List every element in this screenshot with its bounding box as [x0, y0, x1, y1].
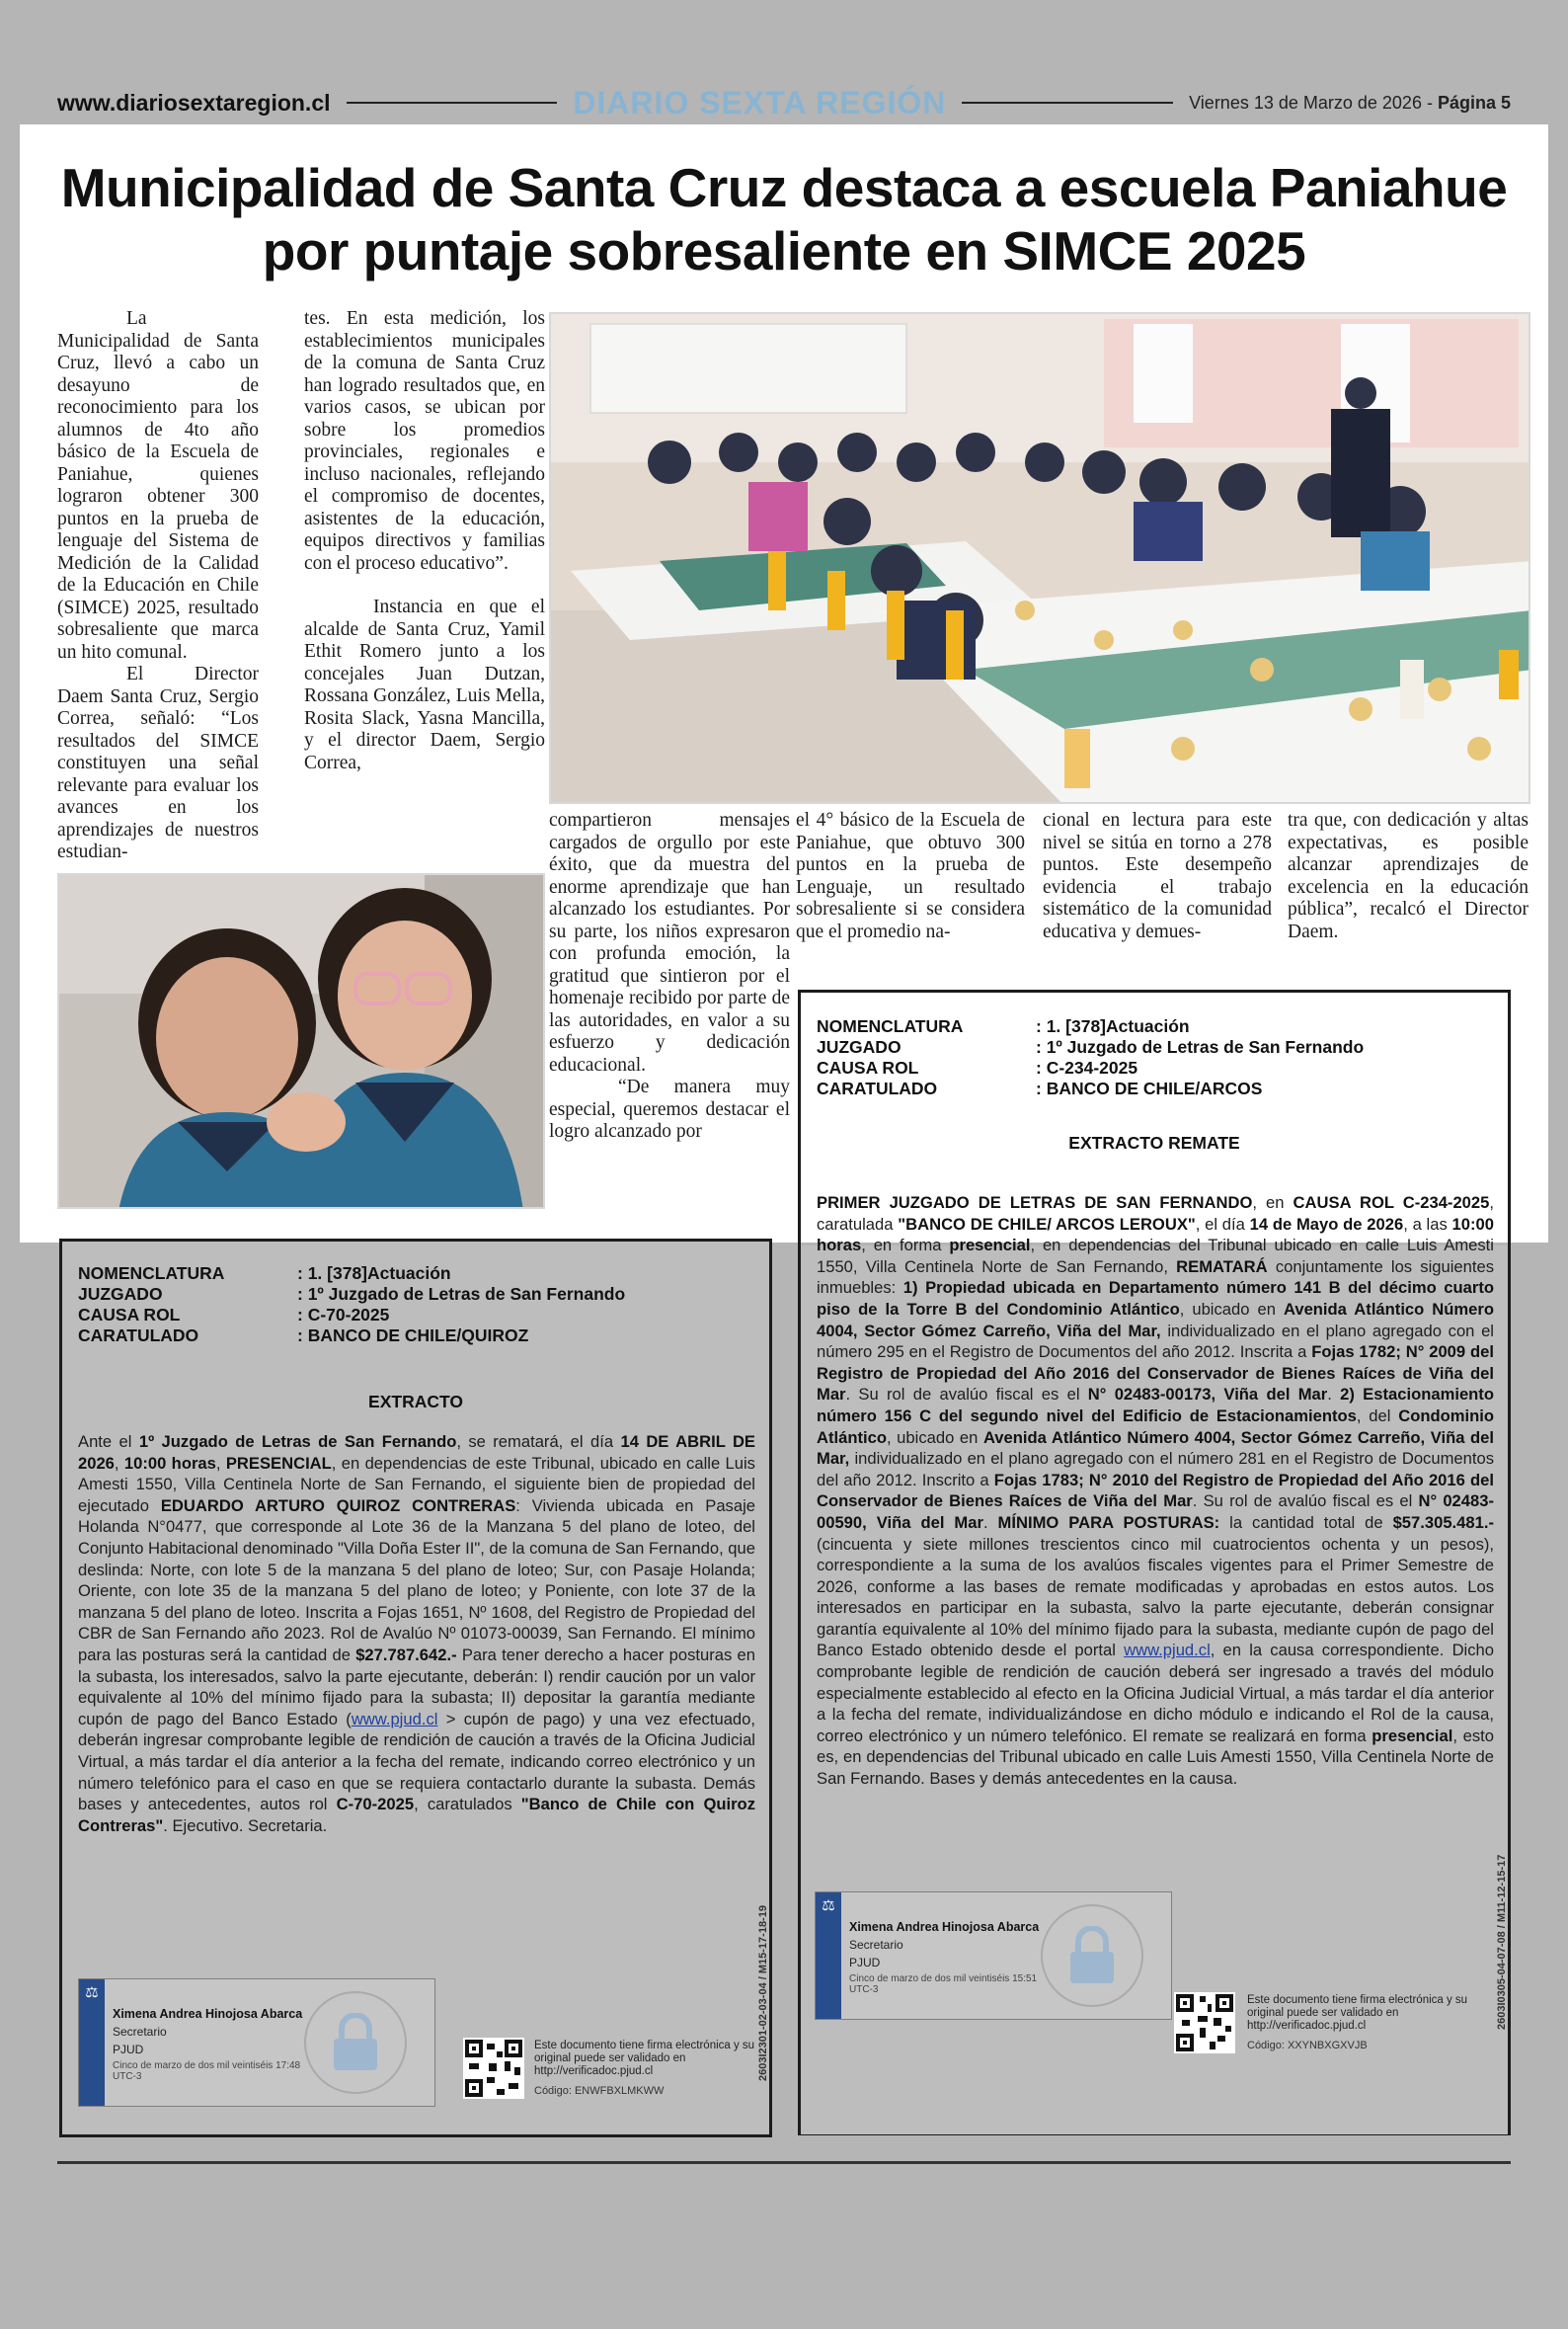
meta-value: : 1. [378]Actuación — [1036, 1016, 1190, 1036]
text: . Ejecutivo. Secretaria. — [163, 1815, 328, 1835]
scale-icon: ⚖ — [822, 1897, 835, 1914]
signature-date: Cinco de marzo de dos mil veintiséis 17:48 UTC-3 — [113, 2060, 301, 2082]
bold-text: N° 02483-00590, Viña del Mar — [817, 1491, 1494, 1532]
bold-text: 1º Juzgado de Letras de San Fernando — [138, 1432, 457, 1451]
bold-text: PRESENCIAL — [225, 1453, 332, 1473]
verification-note: Este documento tiene firma electrónica y su original puede ser validado en http://verificadoc.pjud.cl — [1247, 1994, 1468, 2032]
text: , — [114, 1453, 124, 1473]
bold-text: "BANCO DE CHILE/ ARCOS LEROUX" — [898, 1214, 1196, 1234]
article-column-6 — [1288, 810, 1529, 943]
lock-icon — [1041, 1904, 1143, 2007]
text: , — [215, 1453, 226, 1473]
signature-badge — [79, 1979, 105, 2106]
pjud-link[interactable]: www.pjud.cl — [1124, 1641, 1211, 1660]
text: (cincuenta y siete millones trescientos cinco mil cuatrocientos ochenta y un pesos), correspondiente a la suma de los avalúos fiscales vigentes para el Primer Semestre de 2026, conforme a las bases de remate modificadas y aprobadas en estos autos. Los interesados en participar en la subasta, salvo la parte ejecutante, deberán consignar garantía equivalente al 10% del mínimo fijado para la subasta, mediante cupón de pago del Banco Estado obtenido desde el portal — [817, 1534, 1494, 1660]
pjud-link[interactable]: www.pjud.cl — [351, 1709, 438, 1728]
paragraph: La Municipalidad de Santa Cruz, llevó a cabo un desayuno de reconocimiento para los alumnos de 4to año básico de la Escuela de Paniahue, quienes lograron obtener 300 puntos en la prueba de lenguaje del Sistema de Medición de la Calidad de la Educación en Chile (SIMCE) 2025, resultado sobresaliente que marca un hito comunal. — [57, 308, 259, 663]
bold-text: $57.305.481.- — [1392, 1512, 1494, 1532]
text: , ubicado en — [1179, 1299, 1284, 1319]
bold-text: EDUARDO ARTURO QUIROZ CONTRERAS — [160, 1495, 516, 1515]
meta-label: CAUSA ROL — [817, 1058, 919, 1078]
text: . Su rol de avalúo fiscal es el — [845, 1385, 1088, 1405]
text: , ubicado en — [887, 1427, 983, 1447]
bold-text: Avenida Atlántico Número 4004, Sector Gómez Carreño, Viña del Mar, — [817, 1427, 1494, 1469]
meta-value: : BANCO DE CHILE/ARCOS — [1036, 1079, 1263, 1098]
verification-note: Este documento tiene firma electrónica y su original puede ser validado en http://verificadoc.pjud.cl — [534, 2040, 755, 2077]
bold-text: 2) Estacionamiento número 156 C del segundo nivel del Edificio de Estacionamientos — [817, 1385, 1494, 1425]
bold-text: Condominio Atlántico — [817, 1405, 1494, 1447]
meta-value: : 1. [378]Actuación — [297, 1263, 451, 1283]
bold-text: N° 02483-00173, Viña del Mar — [1087, 1385, 1328, 1405]
text: , en dependencias del Tribunal ubicado en calle Luis Amesti 1550, Villa Centinela Norte de San Fernando, — [817, 1236, 1494, 1276]
text: la cantidad total de — [1219, 1512, 1393, 1532]
meta-value: : C-234-2025 — [1036, 1058, 1138, 1078]
text: individualizado en el plano agregado con el número 295 en el Registro de Documentos del año 2012. Inscrita a — [817, 1321, 1494, 1362]
bottom-rule — [57, 2161, 1511, 2164]
meta-label: NOMENCLATURA — [78, 1263, 225, 1283]
notice-body — [817, 1192, 1494, 1790]
text: , caratulada — [817, 1193, 1494, 1234]
text: , esto es, en dependencias del Tribunal ubicado en calle Luis Amesti 1550, Villa Centinela Norte de San Fernando. Bases y demás antecedentes en la causa. — [817, 1726, 1494, 1789]
text: , en la causa correspondiente. Dicho comprobante legible de rendición de caución deberá ser ingresado a través del módulo especialmente establecido al efecto en la Oficina Judicial Virtual, a más tardar el día anterior a la fecha del remate, individualizándose en dicho módulo e indicando el Rol de la causa, correo electrónico y un número telefónico. El remate se realizará en forma — [817, 1641, 1494, 1745]
vertical-id-code: 2603I2301-02-03-04 / M15-17-18-19 — [757, 1905, 769, 2081]
legal-notice-remate — [798, 990, 1511, 2135]
text: Ante el — [78, 1432, 139, 1451]
qr-code-icon[interactable] — [1174, 1992, 1235, 2053]
signer-name: Ximena Andrea Hinojosa Abarca — [113, 2007, 303, 2021]
text: , el día — [1195, 1214, 1250, 1234]
bold-text: C-70-2025 — [336, 1795, 415, 1814]
masthead-rule — [347, 102, 558, 104]
electronic-signature — [78, 1978, 435, 2107]
bold-text: "Banco de Chile con Quiroz Contreras" — [78, 1795, 755, 1835]
signature-date: Cinco de marzo de dos mil veintiséis 15:51 UTC-3 — [849, 1973, 1038, 1995]
article-column-1 — [57, 308, 259, 864]
meta-value: : 1º Juzgado de Letras de San Fernando — [297, 1284, 626, 1304]
signature-badge — [816, 1892, 841, 2019]
paragraph: compartieron mensajes cargados de orgullo por este éxito, que da muestra del enorme aprendizaje que han alcanzado los estudiantes. Por su parte, los niños expresaron con profunda emoción, la gratitud que sintieron por el homenaje recibido por parte de las autoridades, en valor a su esfuerzo y dedicación educacional. — [549, 810, 790, 1076]
case-metadata — [78, 1263, 625, 1346]
issue-date — [1189, 93, 1511, 114]
text: Para tener derecho a hacer posturas en la subasta, los interesados, salvo la parte ejecutante, deberán: I) rendir caución por un valor equivalente al 10% del mínimo fijado para la subasta; II) depositar la garantía mediante cupón de pago del Banco Estado ( — [78, 1645, 756, 1728]
page-number: Página 5 — [1437, 92, 1511, 113]
verification-code: Código: ENWFBXLMKWW — [534, 2085, 665, 2097]
bold-text: PRIMER JUZGADO DE LETRAS DE SAN FERNANDO — [817, 1193, 1253, 1212]
signer-role: Secretario — [849, 1938, 903, 1952]
text: > cupón de pago) y una vez efectuado, deberán ingresar comprobante legible de rendición de caución a través de la Oficina Judicial Virtual, a más tardar el día anterior a la fecha del remate, indicando correo electrónico y un número telefónico para el caso en que se requiera contactarlo durante la subasta. Demás bases y antecedentes, autos rol — [78, 1709, 755, 1814]
text: : Vivienda ubicada en Pasaje Holanda N°0477, que corresponde al Lote 36 de la Manzana 5 del plano de loteo, del Conjunto Habitacional denominado "Villa Doña Ester II", de la comuna de San Fernando, que deslinda: Norte, con lote 5 de la manzana 5 del plano de loteo; Sur, con Pasaje Holanda; Oriente, con lote 35 de la manzana 5 del plano de loteo; y Poniente, con lote 37 de la manzana 5 del plano de loteo. Inscrita a Fojas 1651, Nº 1608, del Registro de Propiedad del CBR de San Fernando año 2023. Rol de Avalúo Nº 01073-00039, San Fernando. El mínimo para las posturas será la cantidad de — [78, 1495, 755, 1664]
signer-org: PJUD — [113, 2043, 144, 2056]
bold-text: 1) Propiedad ubicada en Departamento número 141 B del décimo cuarto piso de la Torre B del Condominio Atlántico — [817, 1278, 1495, 1319]
article-column-4 — [796, 810, 1025, 943]
masthead — [57, 85, 1511, 120]
text: , en — [1252, 1193, 1294, 1212]
text: conjuntamente los siguientes inmuebles: — [817, 1256, 1494, 1298]
paragraph: cional en lectura para este nivel se sitúa en torno a 278 puntos. Este desempeño evidencia el trabajo sistemático de la comunidad educativa y demues- — [1043, 810, 1272, 942]
site-url[interactable]: www.diariosextaregion.cl — [57, 89, 331, 116]
lock-icon — [304, 1991, 407, 2094]
legal-notice-extracto — [59, 1239, 772, 2137]
electronic-signature — [815, 1891, 1172, 2020]
text: , del — [1356, 1405, 1399, 1425]
meta-label: CARATULADO — [817, 1079, 938, 1098]
qr-code-icon[interactable] — [463, 2038, 524, 2099]
text: , en forma — [861, 1236, 950, 1255]
headline: Municipalidad de Santa Cruz destaca a escuela Paniahue por puntaje sobresaliente en SIMCE 2025 — [60, 157, 1508, 281]
bold-text: presencial — [949, 1236, 1031, 1255]
paragraph: El Director Daem Santa Cruz, Sergio Correa, señaló: “Los resultados del SIMCE constituyen una señal relevante para evaluar los avances en los aprendizajes de nuestros estudian- — [57, 664, 259, 862]
masthead-rule — [962, 102, 1173, 104]
meta-label: JUZGADO — [78, 1284, 163, 1304]
bold-text: 10:00 horas — [817, 1214, 1494, 1255]
bold-text: $27.787.642.- — [355, 1645, 457, 1664]
paragraph: el 4° básico de la Escuela de Paniahue, que obtuvo 300 puntos en la prueba de Lenguaje, un resultado sobresaliente si se considera que el promedio na- — [796, 810, 1025, 942]
notice-title: EXTRACTO — [368, 1392, 463, 1411]
text: . — [1327, 1385, 1341, 1405]
paragraph: “De manera muy especial, queremos destacar el logro alcanzado por — [549, 1077, 790, 1142]
paragraph: tra que, con dedicación y altas expectativas, es posible alcanzar aprendizajes de excelencia en la educación pública”, recalcó el Director Daem. — [1288, 810, 1529, 942]
meta-value: : BANCO DE CHILE/QUIROZ — [297, 1325, 529, 1345]
padlock-shape — [1066, 1926, 1118, 1985]
meta-label: CAUSA ROL — [78, 1305, 181, 1325]
bold-text: Fojas 1783; N° 2010 del Registro de Propiedad del Año 2016 del Conservador de Bienes Raíces de Viña del Mar — [817, 1470, 1494, 1511]
students-portrait-photo — [57, 873, 545, 1209]
bold-text: 10:00 horas — [123, 1453, 216, 1473]
text: , caratulados — [414, 1795, 521, 1814]
vertical-id-code: 2603I0305-04-07-08 / M11-12-15-17 — [1496, 1854, 1508, 2030]
text: individualizado en el plano agregado con el número 281 en el Registro de Documentos del año 2012. Inscrito a — [817, 1449, 1494, 1489]
meta-value: : C-70-2025 — [297, 1305, 390, 1325]
paragraph: tes. En esta medición, los establecimientos municipales de la comuna de Santa Cruz han logrado resultados que, en varios casos, se ubican por sobre los promedios provinciales, regionales e incluso nacionales, reflejando el compromiso de docentes, asistentes de la educación, equipos directivos y familias con el proceso educativo”. — [304, 308, 545, 574]
case-metadata — [817, 1016, 1364, 1099]
signer-role: Secretario — [113, 2025, 167, 2039]
article-column-3 — [549, 810, 790, 1144]
notice-title: EXTRACTO REMATE — [1068, 1133, 1240, 1153]
meta-label: CARATULADO — [78, 1325, 199, 1345]
padlock-shape — [330, 2013, 381, 2072]
text: , en dependencias de este Tribunal, ubicado en calle Luis Amesti 1550, Villa Centinela Norte de San Fernando, el siguiente bien de propiedad del ejecutado — [78, 1453, 755, 1515]
bold-text: Avenida Atlántico Número 4004, Sector Gómez Carreño, Viña del Mar, — [817, 1299, 1495, 1340]
article-column-5 — [1043, 810, 1272, 943]
text: , a las — [1403, 1214, 1452, 1234]
bold-text: 14 de Mayo de 2026 — [1249, 1214, 1404, 1234]
bold-text: REMATARÁ — [1176, 1256, 1268, 1276]
classroom-scene-image — [551, 314, 1530, 804]
issue-date-text: Viernes 13 de Marzo de 2026 - — [1189, 92, 1433, 113]
signer-org: PJUD — [849, 1956, 881, 1969]
bold-text: presencial — [1372, 1726, 1453, 1745]
signer-name: Ximena Andrea Hinojosa Abarca — [849, 1920, 1040, 1934]
paper-name: DIARIO SEXTA REGIÓN — [573, 84, 947, 120]
breakfast-ceremony-photo — [549, 312, 1530, 804]
meta-value: : 1º Juzgado de Letras de San Fernando — [1036, 1037, 1365, 1057]
text: . Su rol de avalúo fiscal es el — [1192, 1491, 1419, 1511]
meta-label: NOMENCLATURA — [817, 1016, 964, 1036]
bold-text: 14 DE ABRIL DE 2026 — [78, 1432, 755, 1473]
notice-body — [78, 1431, 755, 1836]
scale-icon: ⚖ — [85, 1984, 99, 2001]
bold-text: Fojas 1782; N° 2009 del Registro de Propiedad del Año 2016 del Conservador de Bienes Raíces de Viña del Mar — [817, 1342, 1494, 1405]
students-image — [59, 875, 545, 1209]
paragraph: Instancia en que el alcalde de Santa Cruz, Yamil Ethit Romero junto a los concejales Juan Dutzan, Rossana González, Luis Mella, Rosita Slack, Yasna Mancilla, y el director Daem, Sergio Correa, — [304, 597, 545, 773]
article-column-2 — [304, 308, 545, 774]
verification-code: Código: XXYNBXGXVJB — [1247, 2040, 1368, 2051]
text: , se rematará, el día — [456, 1432, 621, 1451]
meta-label: JUZGADO — [817, 1037, 902, 1057]
text: . — [982, 1512, 998, 1532]
bold-text: MÍNIMO PARA POSTURAS: — [997, 1512, 1220, 1532]
bold-text: CAUSA ROL C-234-2025 — [1293, 1193, 1490, 1212]
